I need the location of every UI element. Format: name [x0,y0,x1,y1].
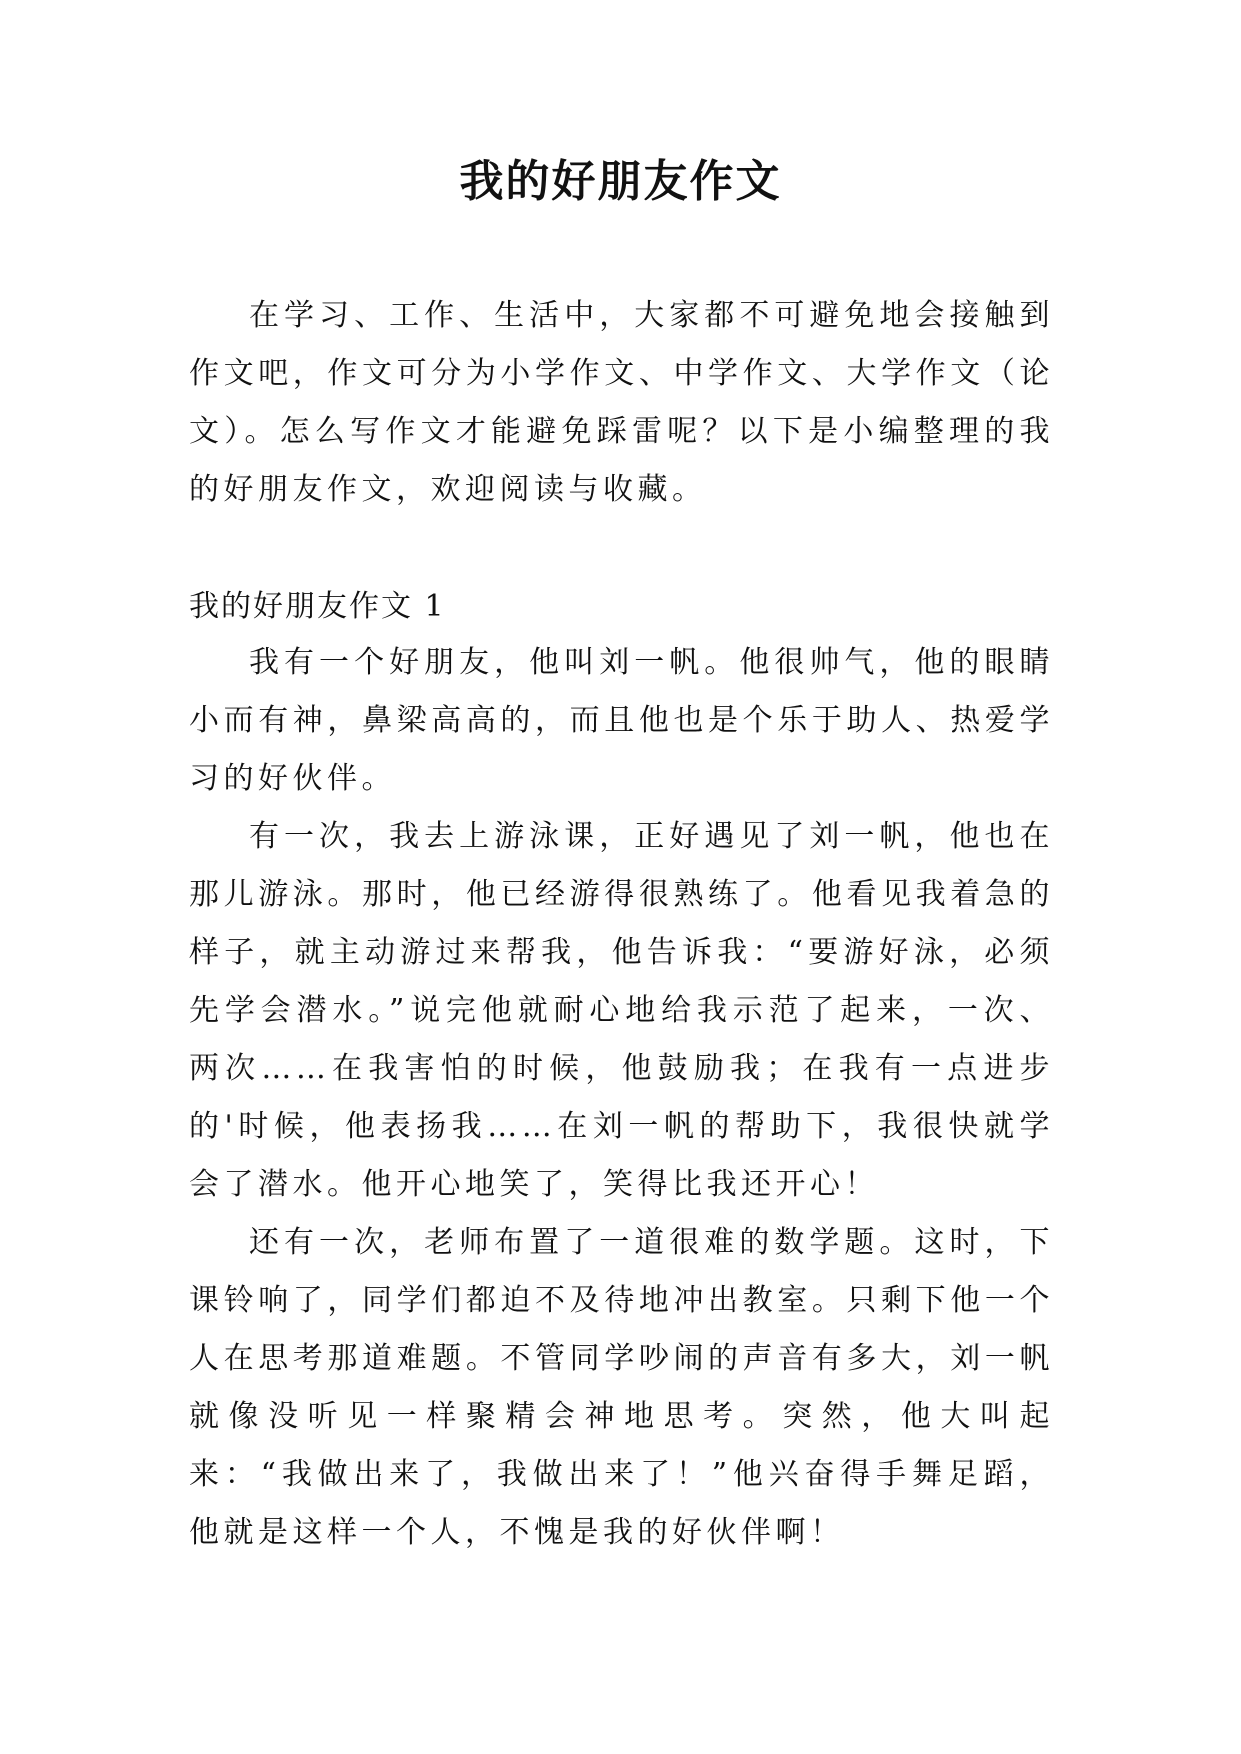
intro-section [189,287,1054,519]
document-title: 我的好朋友作文 [459,156,782,207]
intro-paragraph: 在学习、工作、生活中，大家都不可避免地会接触到作文吧，作文可分为小学作文、中学作文、大学作文（论文）。怎么写作文才能避免踩雷呢？以下是小编整理的我的好朋友作文，欢迎阅读与收藏。 [189,298,1054,507]
essay-paragraph-3: 还有一次，老师布置了一道很难的数学题。这时，下课铃响了，同学们都迫不及待地冲出教室。只剩下他一个人在思考那道难题。不管同学吵闹的声音有多大，刘一帆就像没听见一样聚精会神地思考。突然，他大叫起来：“我做出来了，我做出来了！”他兴奋得手舞足蹈，他就是这样一个人，不愧是我的好伙伴啊！ [189,1225,1054,1550]
essay-paragraph-2: 有一次，我去上游泳课，正好遇见了刘一帆，他也在那儿游泳。那时，他已经游得很熟练了。他看见我着急的样子，就主动游过来帮我，他告诉我：“要游好泳，必须先学会潜水。”说完他就耐心地给我示范了起来，一次、两次……在我害怕的时候，他鼓励我；在我有一点进步的'时候，他表扬我……在刘一帆的帮助下，我很快就学会了潜水。他开心地笑了，笑得比我还开心！ [189,819,1054,1202]
essay-body [189,634,1054,1562]
section-heading: 我的好朋友作文 1 [189,589,446,624]
essay-paragraph-1: 我有一个好朋友，他叫刘一帆。他很帅气，他的眼睛小而有神，鼻梁高高的，而且他也是个乐于助人、热爱学习的好伙伴。 [189,645,1054,796]
